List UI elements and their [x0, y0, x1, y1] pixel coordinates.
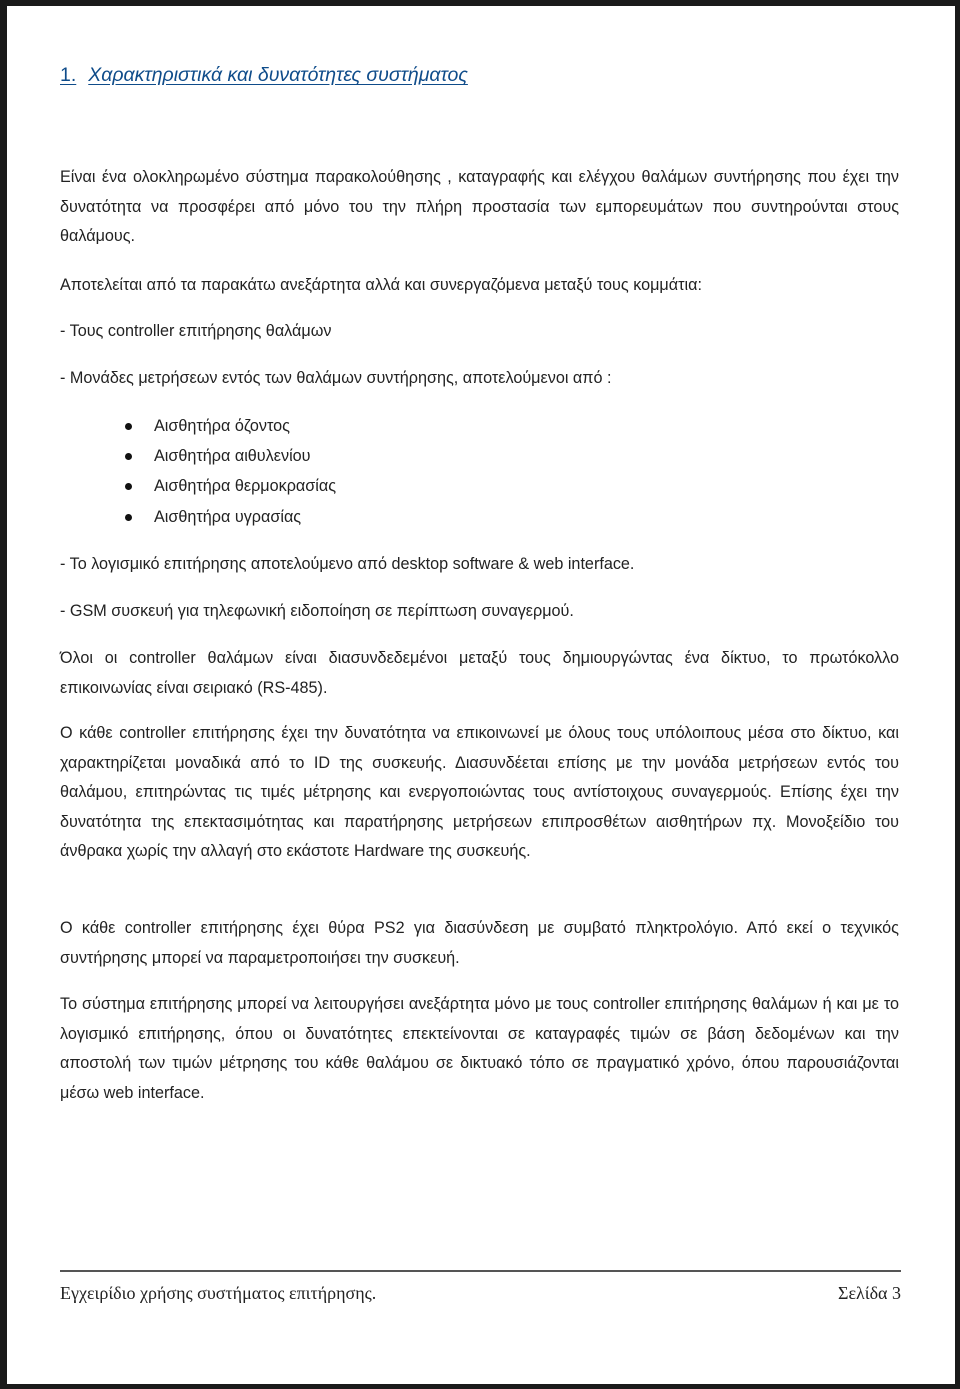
network-paragraph: Όλοι οι controller θαλάμων είναι διασυνδεδεμένοι μεταξύ τους δημιουργώντας ένα δίκτυο, το πρωτόκολλο επικοινωνίας είναι σειριακό (RS-485). — [60, 649, 899, 697]
page-number: Σελίδα 3 — [837, 1283, 901, 1303]
bullet-icon — [125, 423, 132, 430]
sensor-item: Αισθητήρα όζοντος — [154, 412, 290, 442]
section-number: 1. — [60, 64, 77, 86]
page-footer — [60, 1270, 901, 1312]
list-item-controllers: - Τους controller επιτήρησης θαλάμων — [60, 322, 332, 340]
sensor-item: Αισθητήρα υγρασίας — [154, 503, 301, 533]
system-paragraph: Το σύστημα επιτήρησης μπορεί να λειτουργήσει ανεξάρτητα μόνο με τους controller επιτήρησης θαλάμων ή και με το λογισμικό επιτήρησης, όπου οι δυνατότητες επεκτείνονται σε καταγραφές τιμών σε βάση δεδομένων και την αποστολή των τιμών μέτρησης του κάθε θαλάμου σε δικτυακό τόπο σε πραγματικό χρόνο, όπου παρουσιάζονται μέσω web interface. — [60, 995, 899, 1102]
section-title: Χαρακτηριστικά και δυνατότητες συστήματος — [88, 64, 468, 86]
bullet-icon — [125, 514, 132, 521]
intro-paragraph: Είναι ένα ολοκληρωμένο σύστημα παρακολούθησης , καταγραφής και ελέγχου θαλάμων συντήρησης που έχει την δυνατότητα να προσφέρει από μόνο του την πλήρη προστασία των εμπορευμάτων που συντηρούνται στους θαλάμους. — [60, 168, 899, 245]
sensor-item: Αισθητήρα θερμοκρασίας — [154, 472, 336, 502]
bullet-icon — [125, 483, 132, 490]
ps2-paragraph: Ο κάθε controller επιτήρησης έχει θύρα PS2 για διασύνδεση με συμβατό πληκτρολόγιο. Από εκεί ο τεχνικός συντήρησης μπορεί να παραμετροποιήσει την συσκευή. — [60, 919, 899, 967]
list-item-gsm: - GSM συσκευή για τηλεφωνική ειδοποίηση σε περίπτωση συναγερμού. — [60, 602, 574, 620]
footer-title: Εγχειρίδιο χρήσης συστήματος επιτήρησης. — [60, 1283, 377, 1303]
bullet-icon — [125, 453, 132, 460]
components-intro: Αποτελείται από τα παρακάτω ανεξάρτητα αλλά και συνεργαζόμενα μεταξύ τους κομμάτια: — [60, 276, 702, 294]
section-heading — [60, 64, 468, 87]
list-item-measurement-units: - Μονάδες μετρήσεων εντός των θαλάμων συντήρησης, αποτελούμενοι από : — [60, 369, 612, 387]
sensor-item: Αισθητήρα αιθυλενίου — [154, 442, 311, 472]
controller-paragraph: Ο κάθε controller επιτήρησης έχει την δυνατότητα να επικοινωνεί με όλους τους υπόλοιπους μέσα στο δίκτυο, και χαρακτηρίζεται μοναδικά από το ID της συσκευής. Διασυνδέεται επίσης με την μονάδα μετρήσεων εντός του θαλάμου, επιτηρώντας τις τιμές μέτρησης και ενεργοποιώντας τους αντίστοιχους συναγερμούς. Επίσης έχει την δυνατότητα της επεκτασιμότητας και παρατήρησης μετρήσεων επιπροσθέτων αισθητήρων πχ. Μονοξείδιο του άνθρακα χωρίς την αλλαγή στο εκάστοτε Hardware της συσκευής. — [60, 724, 899, 860]
list-item-software: - Το λογισμικό επιτήρησης αποτελούμενο από desktop software & web interface. — [60, 555, 635, 573]
